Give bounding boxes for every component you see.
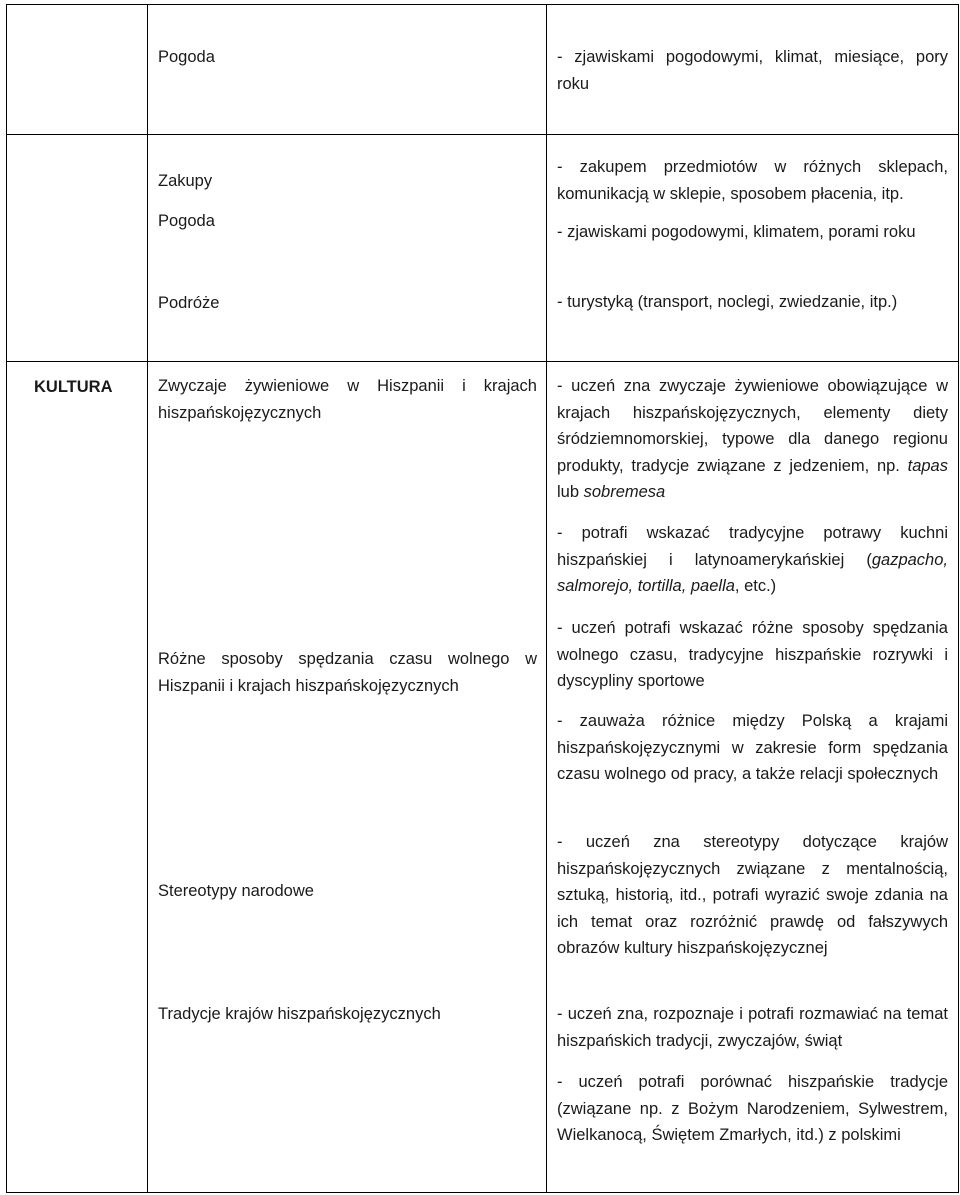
description-food-habits [557,373,948,506]
column-divider-1 [147,4,148,1193]
description-dishes [557,520,948,600]
table-border-left [6,4,7,1193]
row-divider-1 [6,134,959,135]
row2-description-weather: - zjawiskami pogodowymi, klimatem, porami roku [557,223,916,241]
topic-traditions: Tradycje krajów hiszpańskojęzycznych [158,1005,441,1023]
connector-lub: lub [557,483,584,501]
description-differences: - zauważa różnice między Polską a krajami hiszpańskojęzycznymi w zakresie form spędzania czasu wolnego od pracy, a także relacji społecznych [557,712,948,783]
row2-topic-shopping: Zakupy [158,172,213,190]
topic-stereotypes: Stereotypy narodowe [158,882,314,900]
row1-description: - zjawiskami pogodowymi, klimat, miesiące, pory roku [557,48,948,93]
topic-leisure: Różne sposoby spędzania czasu wolnego w Hiszpanii i krajach hiszpańskojęzycznych [158,650,537,695]
term-sobremesa: sobremesa [583,483,666,501]
table-border-top [6,4,959,5]
dishes-list: gazpacho, salmorejo, tortilla, paella [557,550,948,595]
row2-topic-travel: Podróże [158,294,220,312]
description-dishes-text: - potrafi wskazać tradycyjne potrawy kuchni hiszpańskiej i latynoamerykańskiej ( [557,524,948,569]
description-dishes-end: , etc.) [734,577,777,595]
topic-food-habits: Zwyczaje żywieniowe w Hiszpanii i krajach hiszpańskojęzycznych [158,377,537,422]
table-border-right [958,4,959,1193]
description-traditions: - uczeń zna, rozpoznaje i potrafi rozmawiać na temat hiszpańskich tradycji, zwyczajów, świąt [557,1005,948,1050]
column-divider-2 [546,4,547,1193]
row2-description-travel: - turystyką (transport, noclegi, zwiedzanie, itp.) [557,293,898,311]
row1-topic: Pogoda [158,48,215,66]
description-leisure: - uczeń potrafi wskazać różne sposoby spędzania wolnego czasu, tradycyjne hiszpańskie rozrywki i dyscypliny sportowe [557,619,948,690]
description-stereotypes: - uczeń zna stereotypy dotyczące krajów hiszpańskojęzycznych związane z mentalnością, sztuką, historią, itd., potrafi wyrazić swoje zdania na ich temat oraz rozróżnić prawdę od fałszywych obrazów kultury hiszpańskojęzycznej [557,833,948,957]
term-tapas: tapas [907,456,948,475]
table-border-bottom [6,1192,959,1193]
row2-description-shopping: - zakupem przedmiotów w różnych sklepach, komunikacją w sklepie, sposobem płacenia, itp. [557,158,948,203]
row2-topic-weather: Pogoda [158,212,215,230]
row-divider-2 [6,361,959,362]
description-compare-traditions: - uczeń potrafi porównać hiszpańskie tradycje (związane np. z Bożym Narodzeniem, Sylwestrem, Wielkanocą, Świętem Zmarłych, itd.) z polskimi [557,1073,948,1144]
category-label: KULTURA [34,378,113,396]
description-food-habits-text: - uczeń zna zwyczaje żywieniowe obowiązujące w krajach hiszpańskojęzycznych, elementy diety śródziemnomorskiej, typowe dla danego regionu produkty, tradycje związane z jedzeniem, np. [557,377,948,475]
